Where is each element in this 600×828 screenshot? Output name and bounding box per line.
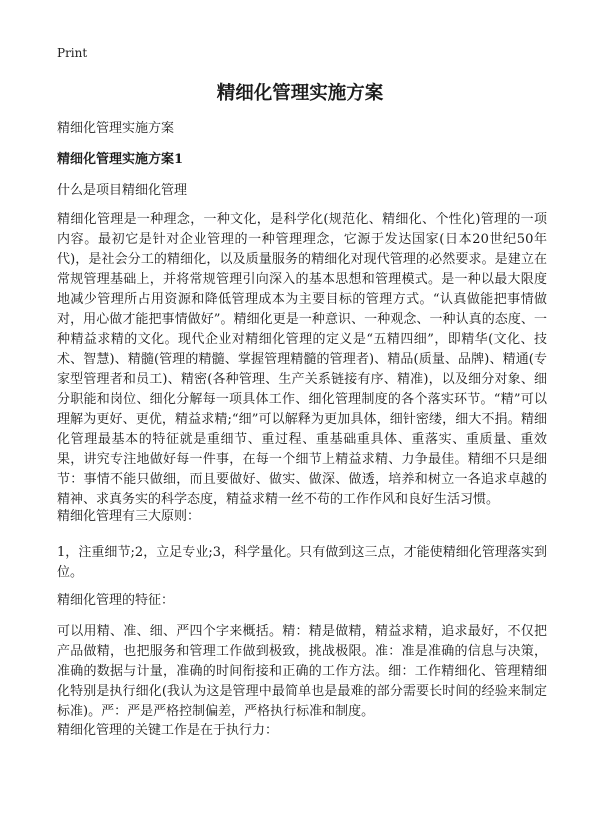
print-link[interactable]: Print: [57, 46, 88, 60]
features-paragraph: 可以用精、准、细、严四个字来概括。精：精是做精，精益求精，追求最好，不仅把产品做精，也把服务和管理工作做到极致，挑战极限。准：准是准确的信息与决策，准确的数据与计量，准确的时间衔接和正确的工作方法。细：工作精细化、管理精细化特别是执行细化(我认为这是管理中最简单也是最难的部分需要长时间的经验来制定标准)。严：严是严格控制偏差，严格执行标准和制度。: [57, 624, 547, 719]
definition-paragraph: 精细化管理是一种理念，一种文化，是科学化(规范化、精细化、个性化)管理的一项内容。最初它是针对企业管理的一种管理理念，它源于发达国家(日本20世纪50年代)，是社会分工的精细化，以及质量服务的精细化对现代管理的必然要求。是建立在常规管理基础上，并将常规管理引向深入的基本思想和管理模式。是一种以最大限度地减少管理所占用资源和降低管理成本为主要目标的管理方式。“认真做能把事情做对，用心做才能把事情做好”。精细化更是一种意识、一种观念、一种认真的态度、一种精益求精的文化。现代企业对精细化管理的定义是“五精四细”，即精华(文化、技术、智慧)、精髓(管理的精髓、掌握管理精髓的管理者)、精品(质量、品牌)、精通(专家型管理者和员工)、精密(各种管理、生产关系链接有序、精准)，以及细分对象、细分职能和岗位、细化分解每一项具体工作、细化管理制度的各个落实环节。“精”可以理解为更好、更优，精益求精;“细”可以解释为更加具体，细针密缕，细大不捐。精细化管理最基本的特征就是重细节、重过程、重基础重具体、重落实、重质量、重效果，讲究专注地做好每一件事，在每一个细节上精益求精、力争最佳。精细不只是细节：事情不能只做细，而且要做好、做实、做深、做透，培养和树立一各追求卓越的精神、求真务实的科学态度，精益求精一丝不苟的工作作风和良好生活习惯。: [57, 212, 547, 507]
section-heading: 精细化管理实施方案1: [57, 152, 184, 167]
question-heading: 什么是项目精细化管理: [57, 183, 188, 198]
features-heading: 精细化管理的特征：: [57, 593, 175, 608]
execution-heading: 精细化管理的关键工作是在于执行力：: [57, 723, 279, 738]
document-subtitle: 精细化管理实施方案: [57, 121, 175, 136]
principles-heading: 精细化管理有三大原则：: [57, 509, 201, 524]
principles-paragraph: 1，注重细节;2，立足专业;3，科学量化。只有做到这三点，才能使精细化管理落实到位。: [57, 545, 547, 580]
document-title: 精细化管理实施方案: [216, 83, 384, 104]
